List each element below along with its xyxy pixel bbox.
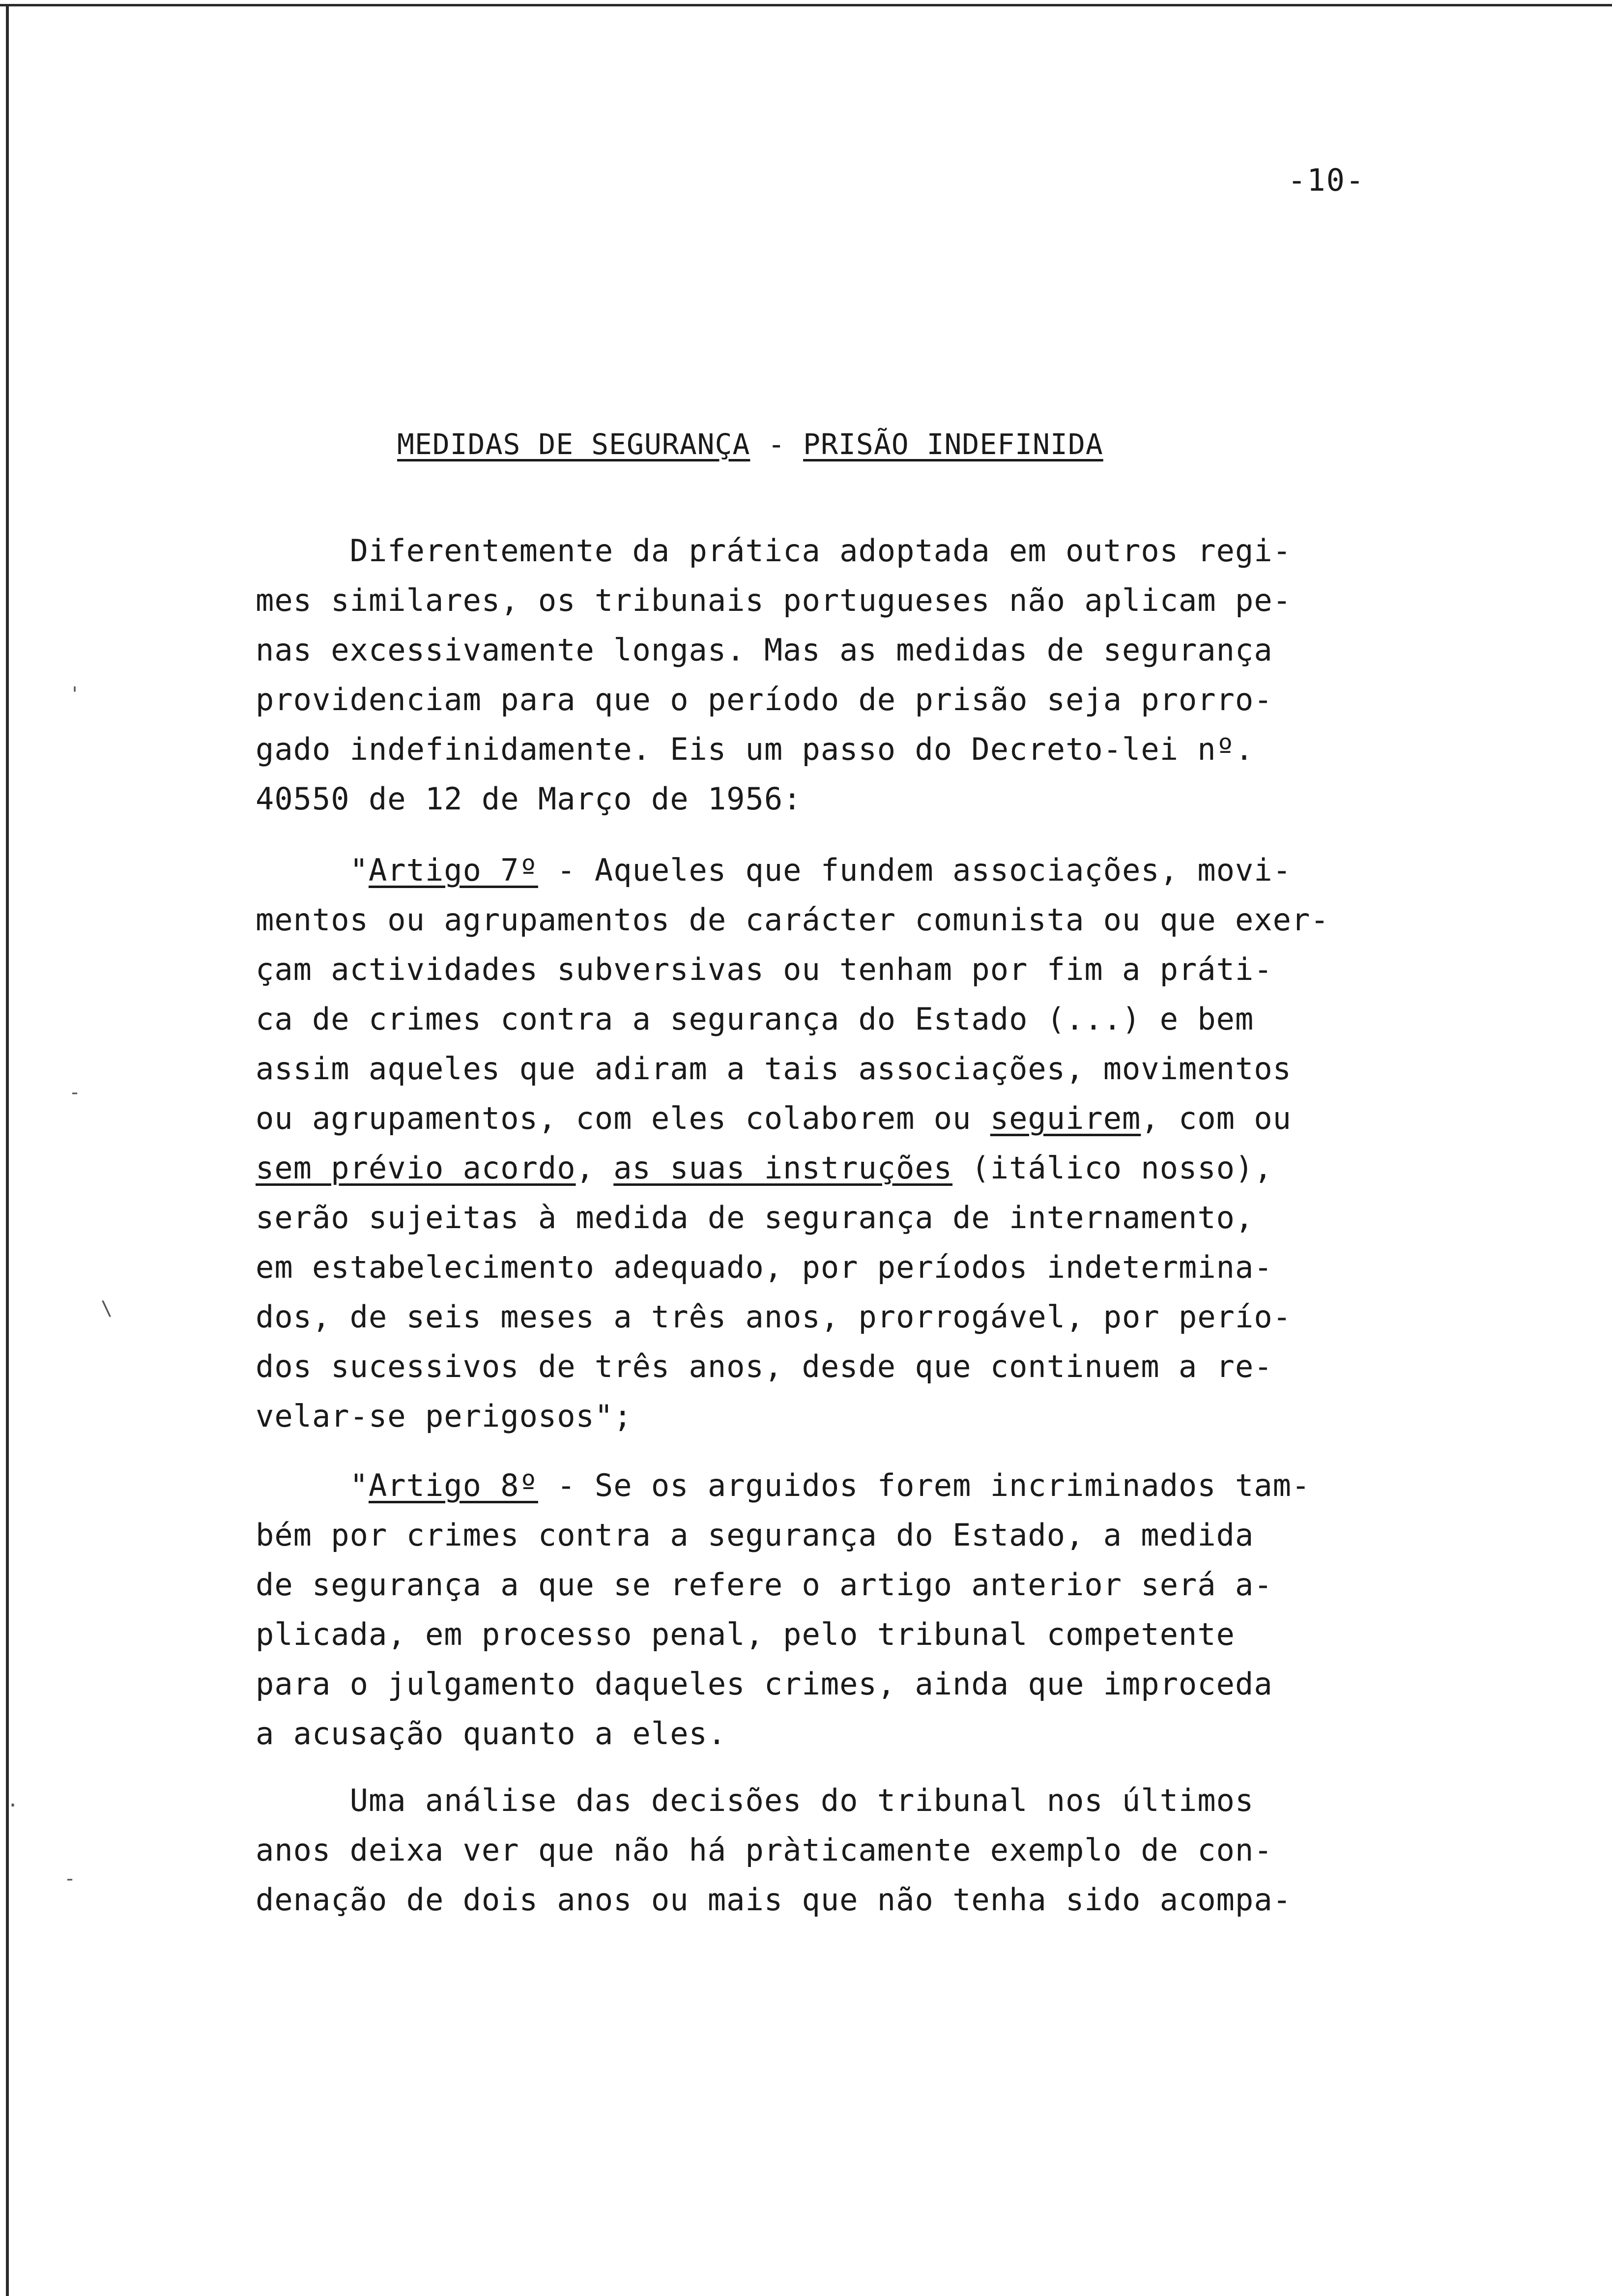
paragraph-artigo-7 bbox=[256, 845, 1356, 1441]
scan-speck: \ bbox=[101, 1297, 113, 1320]
artigo-8-text: - Se os arguidos forem incriminados tam- bbox=[538, 1467, 1311, 1503]
underlined-sem-previo-acordo: sem prévio acordo bbox=[256, 1150, 576, 1186]
section-heading bbox=[397, 428, 1103, 461]
quote-prefix: " bbox=[256, 1467, 369, 1503]
text-line: çam actividades subversivas ou tenham por fim a práti- bbox=[256, 951, 1273, 987]
text-line bbox=[256, 1461, 1356, 1510]
text-line: de segurança a que se refere o artigo anterior será a- bbox=[256, 1567, 1273, 1603]
artigo-7-text: - Aqueles que fundem associações, movi- bbox=[538, 852, 1292, 888]
text-line: Uma análise das decisões do tribunal nos últimos bbox=[256, 1782, 1254, 1818]
scan-speck: . bbox=[7, 1789, 19, 1811]
text-line: ca de crimes contra a segurança do Estado (...) e bem bbox=[256, 1001, 1254, 1037]
scan-border-left bbox=[6, 4, 9, 2296]
heading-part-1: MEDIDAS DE SEGURANÇA bbox=[397, 428, 750, 461]
text-line: Diferentemente da prática adoptada em outros regi- bbox=[256, 533, 1292, 569]
text-line: bém por crimes contra a segurança do Estado, a medida bbox=[256, 1517, 1254, 1553]
text-line bbox=[256, 1093, 1356, 1143]
quote-prefix: " bbox=[256, 852, 369, 888]
paragraph-intro bbox=[256, 526, 1356, 824]
scan-border-top bbox=[0, 4, 1612, 6]
text-segment: , bbox=[576, 1150, 614, 1186]
text-line: em estabelecimento adequado, por períodos indetermina- bbox=[256, 1249, 1273, 1285]
paragraph-analysis bbox=[256, 1776, 1356, 1924]
text-line: plicada, em processo penal, pelo tribunal competente bbox=[256, 1616, 1236, 1652]
text-line: anos deixa ver que não há pràticamente exemplo de con- bbox=[256, 1832, 1273, 1868]
text-line: para o julgamento daqueles crimes, ainda que improceda bbox=[256, 1666, 1273, 1702]
text-line: gado indefinidamente. Eis um passo do Decreto-lei nº. bbox=[256, 731, 1254, 767]
underlined-as-suas-instrucoes: as suas instruções bbox=[613, 1150, 953, 1186]
text-line: a acusação quanto a eles. bbox=[256, 1716, 727, 1751]
underlined-seguirem: seguirem bbox=[990, 1100, 1141, 1136]
heading-part-2: PRISÃO INDEFINIDA bbox=[803, 428, 1103, 461]
text-segment: , com ou bbox=[1141, 1100, 1292, 1136]
scan-speck: - bbox=[64, 1867, 76, 1890]
paragraph-artigo-8 bbox=[256, 1461, 1356, 1758]
text-line: assim aqueles que adiram a tais associações, movimentos bbox=[256, 1051, 1292, 1087]
text-line: nas excessivamente longas. Mas as medidas de segurança bbox=[256, 632, 1273, 668]
text-line: dos sucessivos de três anos, desde que continuem a re- bbox=[256, 1349, 1273, 1384]
text-line: mentos ou agrupamentos de carácter comunista ou que exer- bbox=[256, 902, 1329, 938]
text-line bbox=[256, 1143, 1356, 1193]
page-number: -10- bbox=[1288, 162, 1365, 198]
text-segment: ou agrupamentos, com eles colaborem ou bbox=[256, 1100, 990, 1136]
text-line bbox=[256, 845, 1356, 895]
text-line: denação de dois anos ou mais que não tenha sido acompa- bbox=[256, 1882, 1292, 1918]
text-line: velar-se perigosos"; bbox=[256, 1398, 633, 1434]
text-line: providenciam para que o período de prisão seja prorro- bbox=[256, 682, 1273, 718]
text-line: dos, de seis meses a três anos, prorrogável, por perío- bbox=[256, 1299, 1292, 1335]
artigo-8-label: Artigo 8º bbox=[368, 1467, 538, 1503]
text-line: serão sujeitas à medida de segurança de internamento, bbox=[256, 1200, 1254, 1235]
text-line: mes similares, os tribunais portugueses não aplicam pe- bbox=[256, 582, 1292, 618]
heading-separator: - bbox=[750, 428, 804, 461]
text-segment: (itálico nosso), bbox=[952, 1150, 1273, 1186]
text-line: 40550 de 12 de Março de 1956: bbox=[256, 781, 802, 817]
artigo-7-label: Artigo 7º bbox=[368, 852, 538, 888]
scan-speck: ' bbox=[69, 683, 81, 706]
scan-speck: - bbox=[69, 1081, 81, 1104]
